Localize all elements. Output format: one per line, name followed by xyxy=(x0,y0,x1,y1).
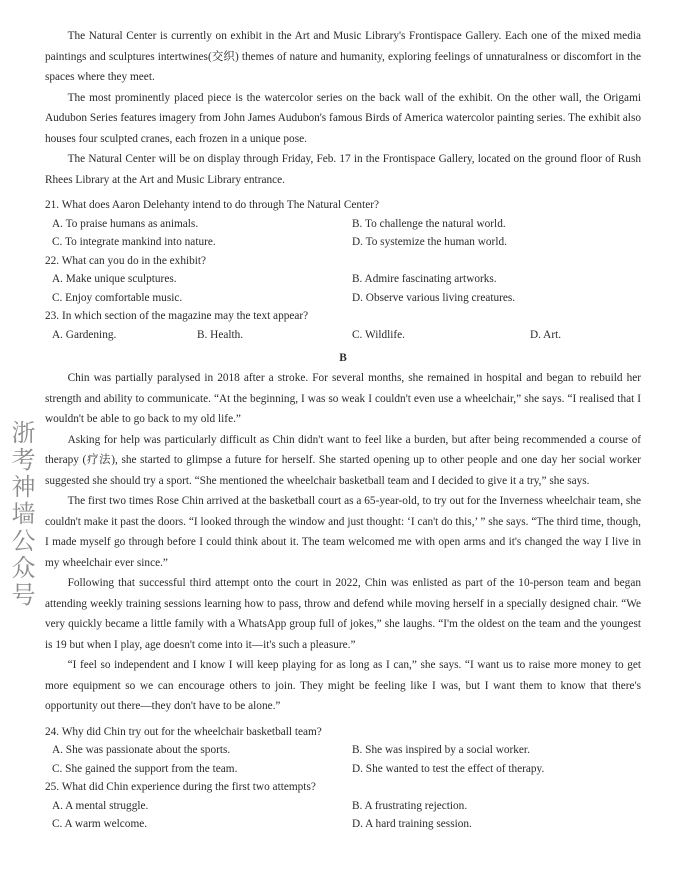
paragraph: The Natural Center will be on display through Friday, Feb. 17 in the Frontispace Gallery, located on the ground floor of Rush Rhees Library at the Art and Music Library entrance. xyxy=(45,153,641,186)
option: B. A frustrating rejection. xyxy=(352,799,468,812)
option: A. Gardening. xyxy=(52,328,117,341)
paragraph: Chin was partially paralysed in 2018 after a stroke. For several months, she remained in hospital and began to rebuild her strength and ability to communicate. “At the beginning, I was so weak I couldn't even use a wheelchair,” she says. “I realised that I wouldn't be able to go back to my old life.” xyxy=(45,372,641,425)
paragraph: “I feel so independent and I know I will keep playing for as long as I can,” she says. “I want us to raise more money to get more equipment so we can encourage others to join. They might be feeling like I was, but I want them to know that there's opportunity out there—they don't have to be alone.” xyxy=(45,659,641,712)
exam-page xyxy=(45,26,641,834)
option: A. A mental struggle. xyxy=(52,799,149,812)
option: C. Enjoy comfortable music. xyxy=(52,291,183,304)
paragraph: Following that successful third attempt onto the court in 2022, Chin was enlisted as part of the 10-person team and began attending weekly training sessions learning how to pass, throw and defend while moving herself in a specially designed chair. “We very quickly became a little family with a WhatsApp group full of jokes,” she laughs. “I'm the oldest on the team and the youngest is 19 but when I play, age doesn't come into it—it's such a pleasure.” xyxy=(45,577,641,651)
paragraph: Asking for help was particularly difficult as Chin didn't want to feel like a burden, but after being recommended a course of therapy (疗法), she started to glimpse a future for herself. She started opening up to other people and one day her social worker suggested she should try a sport. “She mentioned the wheelchair basketball team and I decided to give it a try,” she says. xyxy=(45,433,641,487)
option: B. Admire fascinating artworks. xyxy=(352,273,497,285)
question-stem: 23. In which section of the magazine may the text appear? xyxy=(45,310,309,322)
passage-b xyxy=(45,368,641,717)
questions-a xyxy=(45,196,641,344)
section-b-heading: B xyxy=(339,352,347,364)
option: D. She wanted to test the effect of therapy. xyxy=(352,762,545,775)
option: D. A hard training session. xyxy=(352,818,472,830)
option: C. She gained the support from the team. xyxy=(52,762,238,775)
option: C. A warm welcome. xyxy=(52,818,148,830)
option: A. To praise humans as animals. xyxy=(52,217,199,230)
option: B. Health. xyxy=(197,328,244,341)
option: D. Observe various living creatures. xyxy=(352,291,516,304)
option: A. She was passionate about the sports. xyxy=(52,744,231,756)
paragraph: The most prominently placed piece is the watercolor series on the back wall of the exhibit. On the other wall, the Origami Audubon Series features imagery from John James Audubon's famous Birds of America watercolor painting series. The exhibit also houses four sculpted cranes, each frozen in a unique pose. xyxy=(45,91,641,145)
paragraph: The first two times Rose Chin arrived at the basketball court as a 65-year-old, to try out for the Inverness wheelchair team, she couldn't make it past the doors. “I looked through the window and just thought: ‘I can't do this,’ ” she says. “The third time, though, I made myself go through before I could think about it. The team welcomed me with open arms and it's changed the way I live in my wheelchair ever since.” xyxy=(45,495,641,569)
option: C. Wildlife. xyxy=(352,328,405,341)
option: D. To systemize the human world. xyxy=(352,236,507,248)
option: B. To challenge the natural world. xyxy=(352,217,506,230)
option: C. To integrate mankind into nature. xyxy=(52,236,216,248)
option: B. She was inspired by a social worker. xyxy=(352,744,530,756)
watermark: 浙考神墙公众号 xyxy=(7,420,35,609)
paragraph: The Natural Center is currently on exhibit in the Art and Music Library's Frontispace Gallery. Each one of the mixed media paintings and sculptures intertwines(交织) themes of nature and humanity, exploring feelings of unnaturalness or discomfort in the spaces where they meet. xyxy=(45,30,641,83)
question-stem: 24. Why did Chin try out for the wheelchair basketball team? xyxy=(45,725,322,738)
option: A. Make unique sculptures. xyxy=(52,273,177,285)
question-stem: 21. What does Aaron Delehanty intend to do through The Natural Center? xyxy=(45,199,380,211)
question-stem: 25. What did Chin experience during the first two attempts? xyxy=(45,781,316,793)
questions-b xyxy=(45,723,641,834)
question-stem: 22. What can you do in the exhibit? xyxy=(45,254,207,267)
option: D. Art. xyxy=(530,328,562,341)
passage-a xyxy=(45,26,641,190)
